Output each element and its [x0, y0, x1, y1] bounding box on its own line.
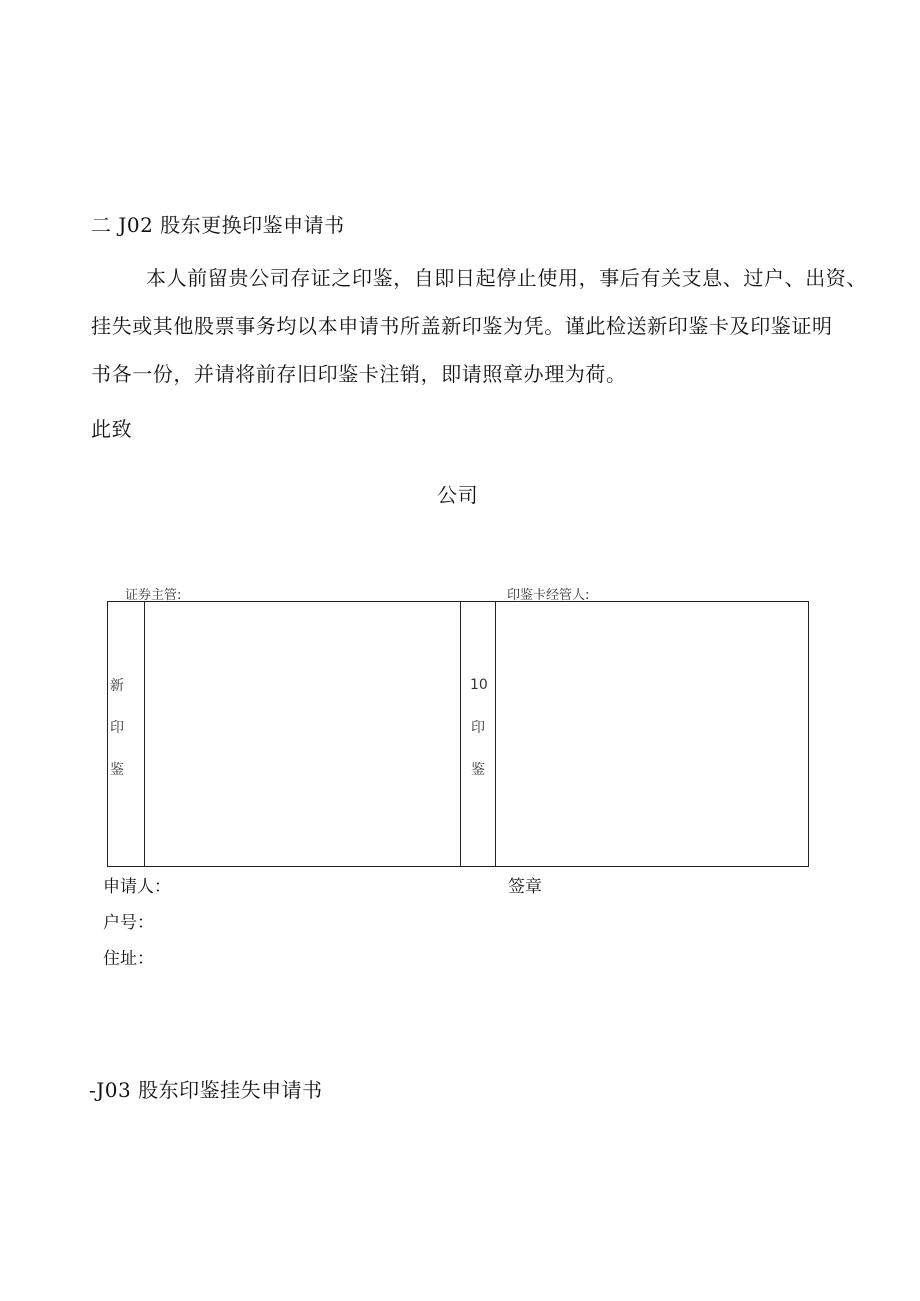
applicant-label: 申请人： [103, 877, 171, 897]
left-side-char-3: 鉴 [110, 762, 124, 778]
right-side-char-2: 印 [471, 720, 485, 736]
signature-label: 签章 [508, 877, 542, 897]
new-seal-area[interactable] [145, 602, 460, 866]
old-seal-area[interactable] [496, 602, 808, 866]
body-line-2: 挂失或其他股票事务均以本申请书所盖新印鉴为凭。谨此检送新印鉴卡及印鉴证明 [91, 314, 833, 338]
addressee: 公司 [437, 483, 479, 507]
salutation: 此致 [91, 417, 133, 441]
left-side-char-1: 新 [110, 678, 124, 694]
table-divider-2 [460, 602, 461, 866]
account-number-label: 户号： [103, 913, 154, 933]
section-2-title: -J03 股东印鉴挂失申请书 [89, 1078, 323, 1102]
body-line-3: 书各一份，并请将前存旧印鉴卡注销，即请照章办理为荷。 [91, 362, 627, 386]
section-title: 二 J02 股东更换印鉴申请书 [91, 213, 345, 237]
right-side-char-1: 10 [470, 677, 488, 693]
right-header-label: 印鉴卡经管人: [507, 588, 590, 603]
right-side-char-3: 鉴 [471, 762, 485, 778]
body-line-1: 本人前留贵公司存证之印鉴，自即日起停止使用，事后有关支息、过户、出资、 [146, 266, 867, 290]
left-side-char-2: 印 [110, 720, 124, 736]
seal-table [107, 601, 809, 867]
address-label: 住址： [103, 949, 154, 969]
left-header-label: 证券主管: [125, 588, 182, 603]
